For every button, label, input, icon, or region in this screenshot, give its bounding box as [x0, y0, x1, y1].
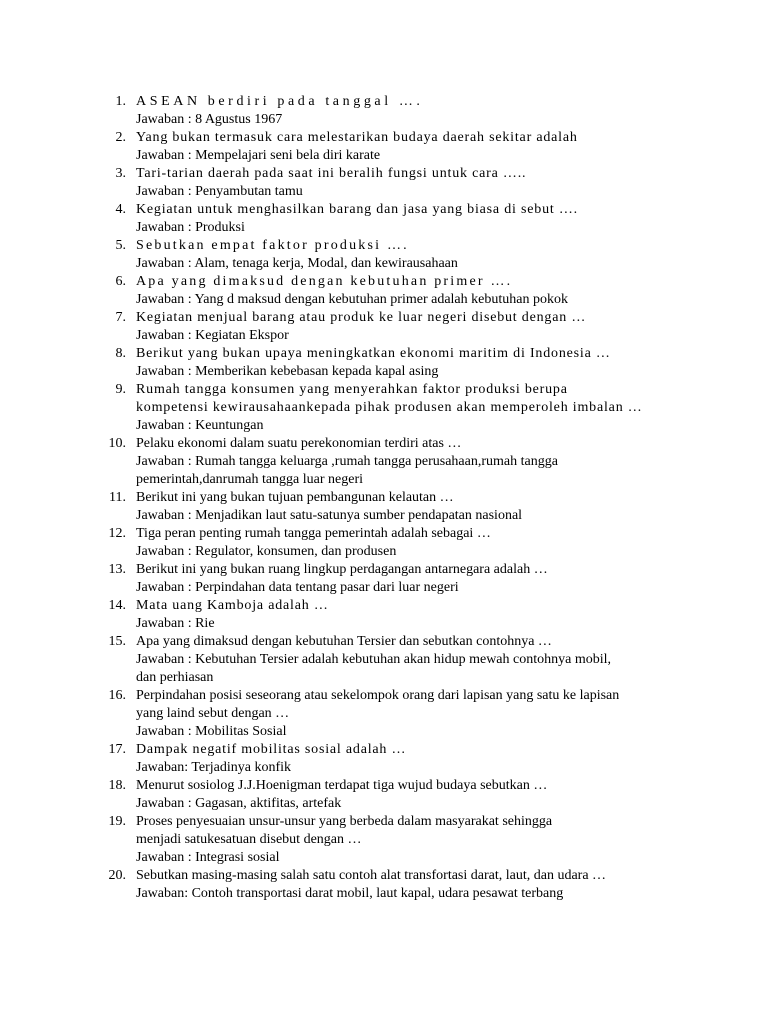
list-item: [96, 165, 676, 201]
answer-text: [136, 507, 676, 525]
answer-line: Jawaban : Mobilitas Sosial: [136, 724, 287, 739]
item-number: 7.: [115, 310, 126, 325]
list-item: [96, 273, 676, 309]
item-number: 3.: [115, 166, 126, 181]
question-line: Berikut ini yang bukan ruang lingkup perdagangan antarnegara adalah …: [136, 562, 548, 577]
question-text: [136, 237, 676, 255]
answer-line: Jawaban : Produksi: [136, 220, 245, 235]
question-text: [136, 633, 676, 651]
question-line: Apa yang dimaksud dengan kebutuhan primer ….: [136, 274, 513, 289]
item-number: 12.: [108, 526, 126, 541]
answer-line: Jawaban: Terjadinya konfik: [136, 760, 292, 775]
item-number: 2.: [115, 130, 126, 145]
question-line: Mata uang Kamboja adalah …: [136, 598, 329, 613]
answer-text: [136, 885, 676, 903]
answer-line: Jawaban : Rie: [136, 616, 215, 631]
list-item: [96, 741, 676, 777]
answer-text: [136, 849, 676, 867]
answer-text: [136, 219, 676, 237]
question-line: ASEAN berdiri pada tanggal ….: [136, 94, 424, 109]
question-line: Sebutkan masing-masing salah satu contoh alat transfortasi darat, laut, dan udara …: [136, 868, 607, 883]
question-text: [136, 201, 676, 219]
list-item: [96, 309, 676, 345]
item-number: 9.: [115, 382, 126, 397]
question-text: [136, 165, 676, 183]
answer-line: Jawaban : 8 Agustus 1967: [136, 112, 283, 127]
question-line: Kegiatan untuk menghasilkan barang dan jasa yang biasa di sebut ….: [136, 202, 578, 217]
answer-line: Jawaban : Kegiatan Ekspor: [136, 328, 289, 343]
answer-line: Jawaban : Keuntungan: [136, 418, 264, 433]
answer-line: Jawaban : Rumah tangga keluarga ,rumah tangga perusahaan,rumah tangga: [136, 454, 558, 469]
question-line: yang laind sebut dengan …: [136, 706, 290, 721]
answer-line: Jawaban: Contoh transportasi darat mobil, laut kapal, udara pesawat terbang: [136, 886, 564, 901]
answer-text: [136, 327, 676, 345]
answer-line: Jawaban : Yang d maksud dengan kebutuhan primer adalah kebutuhan pokok: [136, 292, 568, 307]
item-number: 8.: [115, 346, 126, 361]
answer-text: [136, 759, 676, 777]
question-text: [136, 741, 676, 759]
answer-text: [136, 795, 676, 813]
question-line: menjadi satukesatuan disebut dengan …: [136, 832, 362, 847]
list-item: [96, 687, 676, 741]
list-item: [96, 93, 676, 129]
question-text: [136, 381, 676, 417]
qa-list: [96, 93, 676, 903]
question-line: Apa yang dimaksud dengan kebutuhan Tersier dan sebutkan contohnya …: [136, 634, 552, 649]
item-number: 19.: [108, 814, 126, 829]
question-text: [136, 561, 676, 579]
answer-line: Jawaban : Penyambutan tamu: [136, 184, 303, 199]
list-item: [96, 381, 676, 435]
list-item: [96, 201, 676, 237]
question-text: [136, 489, 676, 507]
question-text: [136, 129, 676, 147]
question-line: Dampak negatif mobilitas sosial adalah …: [136, 742, 407, 757]
question-line: Tiga peran penting rumah tangga pemerintah adalah sebagai …: [136, 526, 491, 541]
answer-text: [136, 255, 676, 273]
answer-text: [136, 723, 676, 741]
answer-line: Jawaban : Memberikan kebebasan kepada kapal asing: [136, 364, 439, 379]
item-number: 20.: [108, 868, 126, 883]
question-text: [136, 345, 676, 363]
answer-text: [136, 147, 676, 165]
item-number: 11.: [109, 490, 126, 505]
list-item: [96, 777, 676, 813]
item-number: 4.: [115, 202, 126, 217]
list-item: [96, 345, 676, 381]
answer-line: Jawaban : Regulator, konsumen, dan produsen: [136, 544, 397, 559]
list-item: [96, 813, 676, 867]
answer-line: Jawaban : Menjadikan laut satu-satunya sumber pendapatan nasional: [136, 508, 523, 523]
question-text: [136, 687, 676, 723]
answer-text: [136, 363, 676, 381]
question-line: kompetensi kewirausahaankepada pihak produsen akan memperoleh imbalan …: [136, 400, 643, 415]
answer-line: pemerintah,danrumah tangga luar negeri: [136, 472, 364, 487]
answer-text: [136, 543, 676, 561]
item-number: 15.: [108, 634, 126, 649]
question-text: [136, 435, 676, 453]
list-item: [96, 597, 676, 633]
list-item: [96, 525, 676, 561]
answer-text: [136, 111, 676, 129]
question-text: [136, 867, 676, 885]
item-number: 18.: [108, 778, 126, 793]
question-line: Kegiatan menjual barang atau produk ke luar negeri disebut dengan …: [136, 310, 587, 325]
question-text: [136, 525, 676, 543]
answer-line: Jawaban : Integrasi sosial: [136, 850, 280, 865]
question-text: [136, 597, 676, 615]
answer-text: [136, 183, 676, 201]
item-number: 16.: [108, 688, 126, 703]
item-number: 6.: [115, 274, 126, 289]
question-line: Berikut ini yang bukan tujuan pembangunan kelautan …: [136, 490, 454, 505]
answer-text: [136, 651, 676, 687]
list-item: [96, 489, 676, 525]
question-line: Proses penyesuaian unsur-unsur yang berbeda dalam masyarakat sehingga: [136, 814, 553, 829]
question-text: [136, 309, 676, 327]
list-item: [96, 561, 676, 597]
list-item: [96, 633, 676, 687]
list-item: [96, 129, 676, 165]
answer-text: [136, 453, 676, 489]
question-text: [136, 813, 676, 849]
answer-line: Jawaban : Kebutuhan Tersier adalah kebutuhan akan hidup mewah contohnya mobil,: [136, 652, 612, 667]
list-item: [96, 435, 676, 489]
question-text: [136, 93, 676, 111]
list-item: [96, 867, 676, 903]
question-line: Tari-tarian daerah pada saat ini beralih fungsi untuk cara …..: [136, 166, 527, 181]
question-line: Menurut sosiolog J.J.Hoenigman terdapat tiga wujud budaya sebutkan …: [136, 778, 548, 793]
item-number: 17.: [108, 742, 126, 757]
question-line: Berikut yang bukan upaya meningkatkan ekonomi maritim di Indonesia …: [136, 346, 611, 361]
answer-line: Jawaban : Alam, tenaga kerja, Modal, dan kewirausahaan: [136, 256, 458, 271]
question-text: [136, 273, 676, 291]
question-line: Rumah tangga konsumen yang menyerahkan faktor produksi berupa: [136, 382, 568, 397]
item-number: 10.: [108, 436, 126, 451]
question-text: [136, 777, 676, 795]
answer-text: [136, 615, 676, 633]
answer-text: [136, 417, 676, 435]
item-number: 1.: [115, 94, 126, 109]
item-number: 14.: [108, 598, 126, 613]
answer-text: [136, 291, 676, 309]
item-number: 5.: [115, 238, 126, 253]
item-number: 13.: [108, 562, 126, 577]
answer-line: Jawaban : Perpindahan data tentang pasar dari luar negeri: [136, 580, 459, 595]
answer-line: dan perhiasan: [136, 670, 214, 685]
answer-line: Jawaban : Mempelajari seni bela diri karate: [136, 148, 381, 163]
question-line: Sebutkan empat faktor produksi ….: [136, 238, 409, 253]
question-line: Pelaku ekonomi dalam suatu perekonomian terdiri atas …: [136, 436, 462, 451]
question-line: Yang bukan termasuk cara melestarikan budaya daerah sekitar adalah: [136, 130, 578, 145]
list-item: [96, 237, 676, 273]
answer-line: Jawaban : Gagasan, aktifitas, artefak: [136, 796, 342, 811]
question-line: Perpindahan posisi seseorang atau sekelompok orang dari lapisan yang satu ke lapisan: [136, 688, 620, 703]
answer-text: [136, 579, 676, 597]
